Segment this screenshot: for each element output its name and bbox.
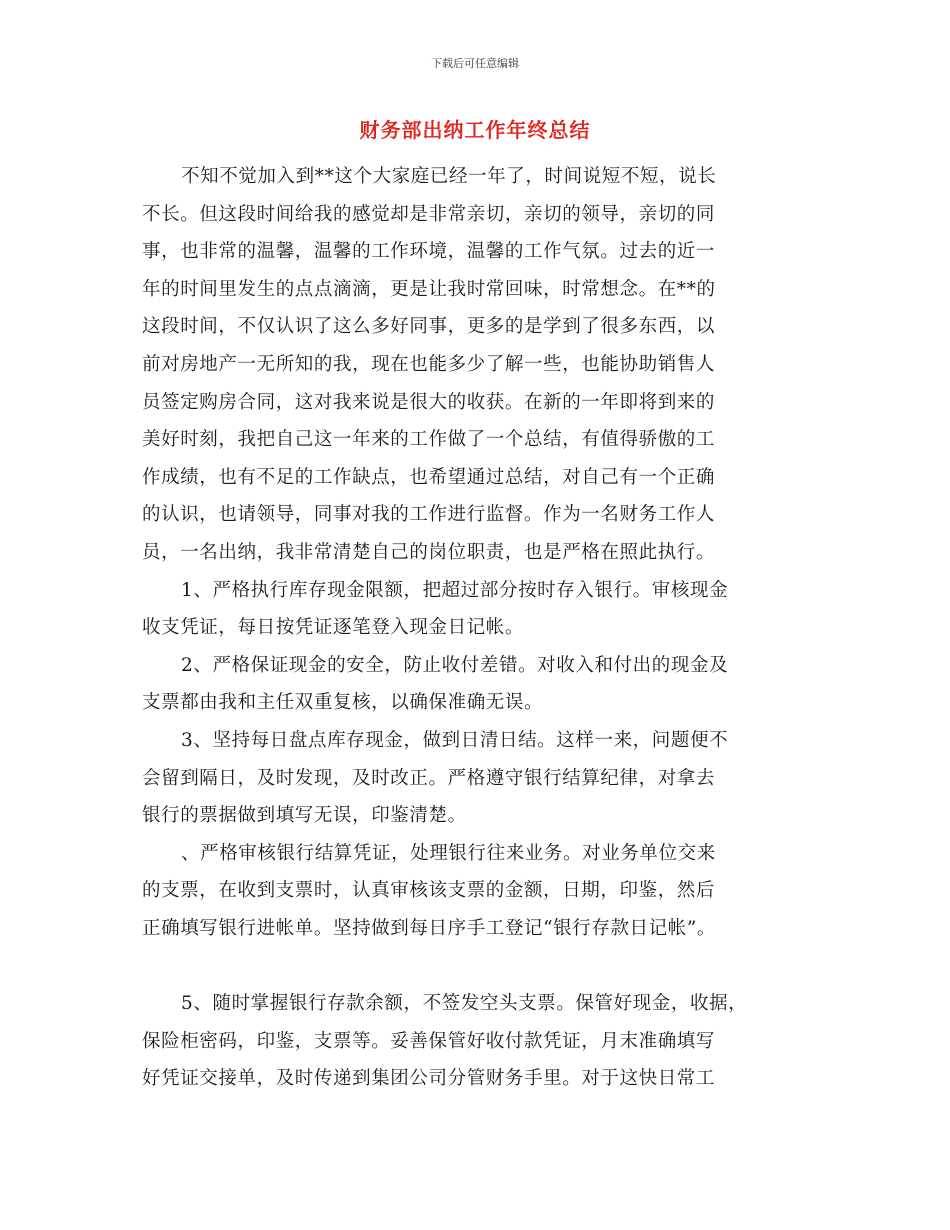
- text-line: 好凭证交接单，及时传递到集团公司分管财务手里。对于这快日常工: [142, 1068, 716, 1090]
- text-line: 1、严格执行库存现金限额，把超过部分按时存入银行。审核现金: [181, 579, 729, 601]
- text-line: 会留到隔日，及时发现，及时改正。严格遵守银行结算纪律，对拿去: [142, 767, 716, 789]
- text-line: 3、坚持每日盘点库存现金，做到日清日结。这样一来，问题便不: [181, 729, 729, 751]
- text-line: 员签定购房合同，这对我来说是很大的收获。在新的一年即将到来的: [142, 391, 716, 413]
- text-line: 年的时间里发生的点点滴滴，更是让我时常回味，时常想念。在**的: [142, 278, 716, 300]
- blank-line: [142, 947, 822, 985]
- text-line: 作成绩，也有不足的工作缺点，也希望通过总结，对自己有一个正确: [142, 466, 716, 488]
- text-line: 2、严格保证现金的安全，防止收付差错。对收入和付出的现金及: [181, 654, 729, 676]
- text-line: 美好时刻，我把自己这一年来的工作做了一个总结，有值得骄傲的工: [142, 429, 716, 451]
- text-line: 事，也非常的温馨，温馨的工作环境，温馨的工作气氛。过去的近一: [142, 241, 716, 263]
- text-line: 的认识，也请领导，同事对我的工作进行监督。作为一名财务工作人: [142, 504, 716, 526]
- header-note: 下载后可任意编辑: [431, 57, 519, 70]
- text-line: 、严格审核银行结算凭证，处理银行往来业务。对业务单位交来: [181, 842, 716, 864]
- text-line: 的支票，在收到支票时，认真审核该支票的金额，日期，印鉴，然后: [142, 880, 716, 902]
- text-line: 正确填写银行进帐单。坚持做到每日序手工登记“银行存款日记帐”。: [142, 917, 717, 939]
- text-line: 前对房地产一无所知的我，现在也能多少了解一些，也能协助销售人: [142, 353, 716, 375]
- document-title: 财务部出纳工作年终总结: [359, 118, 591, 142]
- text-line: 员，一名出纳，我非常清楚自己的岗位职责，也是严格在照此执行。: [142, 541, 716, 563]
- text-line: 收支凭证，每日按凭证逐笔登入现金日记帐。: [142, 617, 525, 639]
- text-line: 5、随时掌握银行存款余额，不签发空头支票。保管好现金，收据，: [181, 993, 748, 1015]
- text-line: 银行的票据做到填写无误，印鉴清楚。: [142, 805, 467, 827]
- text-line: 这段时间，不仅认识了这么多好同事，更多的是学到了很多东西，以: [142, 316, 716, 338]
- text-line: 支票都由我和主任双重复核，以确保准确无误。: [142, 692, 544, 714]
- document-body: [142, 158, 822, 1098]
- text-line: 不长。但这段时间给我的感觉却是非常亲切，亲切的领导，亲切的同: [142, 203, 716, 225]
- text-line: 不知不觉加入到**这个大家庭已经一年了，时间说短不短，说长: [181, 166, 717, 187]
- text-line: 保险柜密码，印鉴，支票等。妥善保管好收付款凭证，月末准确填写: [142, 1030, 716, 1052]
